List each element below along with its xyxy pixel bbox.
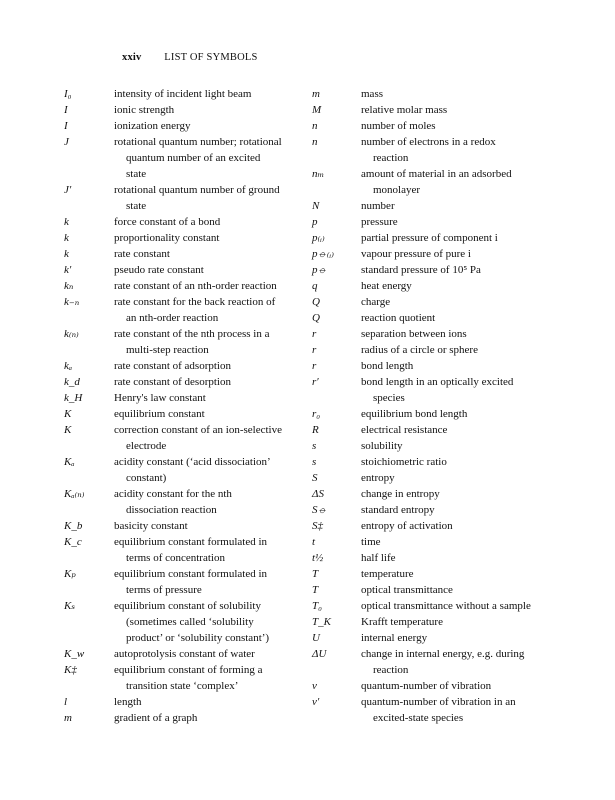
definition-line: charge	[361, 296, 391, 308]
symbol: s	[312, 456, 317, 468]
symbol-definition	[361, 550, 562, 566]
symbol-entry	[64, 230, 314, 246]
symbol: Q	[312, 296, 320, 308]
symbol-definition	[114, 278, 314, 294]
symbol: p	[312, 216, 318, 228]
symbol-entry	[312, 518, 562, 534]
symbol-definition	[114, 118, 314, 134]
definition-line: excited-state species	[373, 712, 464, 724]
symbol: Kₐ	[64, 456, 75, 468]
definition-line: state	[126, 168, 147, 180]
definition-line: radius of a circle or sphere	[361, 344, 478, 356]
definition-line: rate constant	[114, 248, 170, 260]
symbol-entry	[64, 214, 314, 230]
symbol-entry	[312, 486, 562, 502]
symbol-definition	[114, 294, 314, 326]
symbol: nₘ	[312, 168, 325, 180]
symbol: S⦵	[312, 504, 327, 516]
definition-line: reaction	[373, 152, 409, 164]
symbol-definition	[114, 230, 314, 246]
definition-line: rotational quantum number of ground	[114, 184, 280, 196]
symbol: k	[64, 248, 69, 260]
symbol: m	[312, 88, 320, 100]
symbol-definition	[361, 694, 562, 726]
symbol-definition	[361, 278, 562, 294]
definition-line: rate constant of an nth-order reaction	[114, 280, 277, 292]
definition-line: stoichiometric ratio	[361, 456, 447, 468]
symbol-entry	[64, 598, 314, 646]
symbol: m	[64, 712, 72, 724]
symbol: r	[312, 344, 317, 356]
symbol: k₍ₙ₎	[64, 328, 79, 340]
symbol: k_d	[64, 376, 80, 388]
symbol: n	[312, 136, 318, 148]
symbol-definition	[361, 326, 562, 342]
symbol: T	[312, 584, 319, 596]
symbol-definition	[114, 182, 314, 214]
definition-line: species	[373, 392, 405, 404]
definition-line: quantum number of an excited	[126, 152, 261, 164]
symbol-entry	[312, 502, 562, 518]
symbol: U	[312, 632, 320, 644]
symbol-definition	[114, 406, 314, 422]
symbol: p⦵	[312, 264, 327, 276]
symbol: k′	[64, 264, 72, 276]
symbol: K	[64, 424, 72, 436]
symbol-entry	[312, 678, 562, 694]
definition-line: rate constant for the back reaction of	[114, 296, 276, 308]
definition-line: optical transmittance without a sample	[361, 600, 531, 612]
symbol-entry	[312, 118, 562, 134]
definition-line: gradient of a graph	[114, 712, 198, 724]
symbol-entry	[312, 310, 562, 326]
symbol-definition	[361, 230, 562, 246]
definition-line: entropy of activation	[361, 520, 453, 532]
symbol-entry	[64, 662, 314, 694]
definition-line: dissociation reaction	[126, 504, 217, 516]
symbol-definition	[114, 374, 314, 390]
symbol-definition	[114, 358, 314, 374]
definition-line: number of electrons in a redox	[361, 136, 496, 148]
symbol-entry	[312, 598, 562, 614]
symbol-entry	[312, 294, 562, 310]
symbol: k	[64, 216, 69, 228]
symbol: Q	[312, 312, 320, 324]
definition-line: change in entropy	[361, 488, 440, 500]
symbol: kₙ	[64, 280, 74, 292]
definition-line: standard entropy	[361, 504, 435, 516]
symbol: N	[312, 200, 320, 212]
symbol-entry	[64, 102, 314, 118]
symbol: t½	[312, 552, 324, 564]
symbol-definition	[361, 598, 562, 614]
symbol-definition	[361, 406, 562, 422]
symbol-definition	[114, 262, 314, 278]
symbol: K_b	[64, 520, 83, 532]
symbol-entry	[312, 438, 562, 454]
symbol-entry	[312, 470, 562, 486]
symbol: kₐ	[64, 360, 73, 372]
definition-line: reaction	[373, 664, 409, 676]
symbol-entry	[64, 262, 314, 278]
symbol-entry	[312, 406, 562, 422]
symbol-definition	[114, 390, 314, 406]
symbol-entry	[312, 358, 562, 374]
page-title: LIST OF SYMBOLS	[164, 52, 258, 63]
symbol-entry	[64, 454, 314, 486]
symbol-entry	[312, 166, 562, 198]
symbol-definition	[361, 614, 562, 630]
symbol: I₀	[64, 88, 72, 100]
symbol: t	[312, 536, 316, 548]
definition-line: relative molar mass	[361, 104, 448, 116]
symbol-definition	[361, 86, 562, 102]
symbol: r₀	[312, 408, 321, 420]
symbol: S‡	[312, 520, 323, 532]
definition-line: Henry's law constant	[114, 392, 206, 404]
definition-line: multi-step reaction	[126, 344, 209, 356]
definition-line: equilibrium bond length	[361, 408, 468, 420]
symbol-entry	[312, 342, 562, 358]
definition-line: entropy	[361, 472, 395, 484]
definition-line: force constant of a bond	[114, 216, 221, 228]
definition-line: proportionality constant	[114, 232, 220, 244]
symbol-definition	[361, 102, 562, 118]
definition-line: time	[361, 536, 381, 548]
symbol: ΔU	[312, 648, 327, 660]
symbol-definition	[361, 678, 562, 694]
symbol-entry	[312, 566, 562, 582]
symbol: k_H	[64, 392, 83, 404]
definition-line: intensity of incident light beam	[114, 88, 252, 100]
symbol-entry	[312, 550, 562, 566]
definition-line: equilibrium constant	[114, 408, 205, 420]
symbol: Kₐ₍ₙ₎	[64, 488, 85, 500]
symbol-definition	[114, 102, 314, 118]
symbol-entry	[312, 262, 562, 278]
symbol-entry	[312, 630, 562, 646]
definition-line: number of moles	[361, 120, 436, 132]
symbol-definition	[114, 662, 314, 694]
symbol: Kₚ	[64, 568, 76, 580]
symbol-definition	[361, 422, 562, 438]
definition-line: equilibrium constant formulated in	[114, 536, 268, 548]
symbol-entry	[64, 422, 314, 454]
definition-line: ionization energy	[114, 120, 191, 132]
symbol-entry	[312, 102, 562, 118]
symbol-entry	[64, 710, 314, 726]
symbol: I	[64, 120, 68, 132]
definition-line: ionic strength	[114, 104, 175, 116]
symbol-definition	[114, 214, 314, 230]
symbol-definition	[114, 598, 314, 646]
definition-line: rotational quantum number; rotational	[114, 136, 282, 148]
definition-line: basicity constant	[114, 520, 188, 532]
definition-line: separation between ions	[361, 328, 467, 340]
symbol-definition	[361, 246, 562, 262]
definition-line: state	[126, 200, 147, 212]
symbol-definition	[361, 582, 562, 598]
definition-line: terms of pressure	[126, 584, 202, 596]
symbol-definition	[114, 534, 314, 566]
definition-line: acidity constant (‘acid dissociation’	[114, 456, 271, 468]
definition-line: equilibrium constant of forming a	[114, 664, 263, 676]
symbol-definition	[361, 646, 562, 678]
symbol-definition	[114, 134, 314, 182]
symbols-column-right	[312, 86, 562, 726]
symbol-definition	[361, 134, 562, 166]
symbol-definition	[114, 454, 314, 486]
symbol-entry	[312, 246, 562, 262]
definition-line: standard pressure of 10⁵ Pa	[361, 264, 481, 276]
symbol-definition	[114, 422, 314, 454]
symbol-entry	[312, 534, 562, 550]
definition-line: half life	[361, 552, 396, 564]
symbol-entry	[312, 134, 562, 166]
definition-line: rate constant of adsorption	[114, 360, 231, 372]
symbol: K‡	[64, 664, 77, 676]
symbol-entry	[312, 454, 562, 470]
symbol-entry	[64, 406, 314, 422]
symbol-entry	[64, 518, 314, 534]
symbol-definition	[361, 454, 562, 470]
symbol-entry	[312, 278, 562, 294]
symbol-entry	[64, 86, 314, 102]
definition-line: product’ or ‘solubility constant’)	[126, 632, 270, 644]
definition-line: temperature	[361, 568, 414, 580]
symbol-definition	[361, 198, 562, 214]
symbol: M	[312, 104, 322, 116]
symbol: r′	[312, 376, 319, 388]
symbol-definition	[361, 294, 562, 310]
definition-line: constant)	[126, 472, 167, 484]
symbol: v′	[312, 696, 320, 708]
symbol: K_c	[64, 536, 82, 548]
symbol-entry	[312, 326, 562, 342]
symbol-entry	[312, 374, 562, 406]
symbol-entry	[64, 326, 314, 358]
symbol-definition	[114, 566, 314, 598]
symbol-entry	[64, 246, 314, 262]
symbol: p₍ᵢ₎	[312, 232, 325, 244]
definition-line: length	[114, 696, 142, 708]
symbol-definition	[361, 358, 562, 374]
symbol-entry	[312, 614, 562, 630]
definition-line: correction constant of an ion-selective	[114, 424, 282, 436]
page-header	[122, 52, 258, 63]
definition-line: an nth-order reaction	[126, 312, 219, 324]
symbol-entry	[312, 230, 562, 246]
symbol: T	[312, 568, 319, 580]
symbol-entry	[64, 278, 314, 294]
definition-line: heat energy	[361, 280, 412, 292]
definition-line: partial pressure of component i	[361, 232, 498, 244]
symbol-definition	[361, 214, 562, 230]
symbol-entry	[312, 422, 562, 438]
symbol: s	[312, 440, 317, 452]
symbol-definition	[114, 246, 314, 262]
symbol-entry	[64, 358, 314, 374]
symbol-definition	[114, 646, 314, 662]
definition-line: autoprotolysis constant of water	[114, 648, 255, 660]
symbol: T₀	[312, 600, 322, 612]
definition-line: electrode	[126, 440, 167, 452]
symbol-entry	[64, 534, 314, 566]
symbol: r	[312, 328, 317, 340]
symbol: R	[312, 424, 319, 436]
definition-line: acidity constant for the nth	[114, 488, 232, 500]
symbol-definition	[361, 502, 562, 518]
symbol: K	[64, 408, 72, 420]
symbol: k	[64, 232, 69, 244]
definition-line: equilibrium constant of solubility	[114, 600, 261, 612]
symbol-definition	[361, 342, 562, 358]
definition-line: optical transmittance	[361, 584, 453, 596]
symbol-entry	[312, 198, 562, 214]
symbol: ΔS	[312, 488, 324, 500]
symbol-definition	[361, 262, 562, 278]
symbol-definition	[361, 310, 562, 326]
symbol-definition	[361, 518, 562, 534]
symbol-entry	[64, 566, 314, 598]
symbol: J	[64, 136, 69, 148]
symbol-entry	[64, 294, 314, 326]
symbol: K_w	[64, 648, 85, 660]
symbol-definition	[361, 374, 562, 406]
page-number: xxiv	[122, 52, 142, 63]
definition-line: pressure	[361, 216, 398, 228]
definition-line: mass	[361, 88, 383, 100]
symbol: J′	[64, 184, 72, 196]
symbol-entry	[64, 390, 314, 406]
definition-line: electrical resistance	[361, 424, 448, 436]
symbol-definition	[361, 534, 562, 550]
symbol-entry	[312, 86, 562, 102]
symbol: v	[312, 680, 317, 692]
definition-line: equilibrium constant formulated in	[114, 568, 268, 580]
definition-line: pseudo rate constant	[114, 264, 204, 276]
definition-line: reaction quotient	[361, 312, 436, 324]
symbol-entry	[64, 118, 314, 134]
symbol-entry	[312, 582, 562, 598]
symbol-entry	[64, 646, 314, 662]
symbol: l	[64, 696, 68, 708]
symbol-entry	[64, 182, 314, 214]
symbol: S	[312, 472, 318, 484]
definition-line: rate constant of the nth process in a	[114, 328, 270, 340]
symbol: q	[312, 280, 318, 292]
symbol-definition	[361, 438, 562, 454]
symbol-definition	[361, 118, 562, 134]
symbol-entry	[64, 374, 314, 390]
definition-line: vapour pressure of pure i	[361, 248, 471, 260]
definition-line: amount of material in an adsorbed	[361, 168, 512, 180]
symbol-definition	[361, 630, 562, 646]
symbol-entry	[312, 214, 562, 230]
definition-line: terms of concentration	[126, 552, 225, 564]
symbol-definition	[114, 86, 314, 102]
symbol-entry	[64, 694, 314, 710]
symbol: k₋ₙ	[64, 296, 80, 308]
definition-line: internal energy	[361, 632, 428, 644]
symbol-definition	[361, 470, 562, 486]
symbol-definition	[114, 326, 314, 358]
definition-line: quantum-number of vibration in an	[361, 696, 516, 708]
definition-line: Krafft temperature	[361, 616, 443, 628]
symbol-entry	[312, 646, 562, 678]
symbol-entry	[312, 694, 562, 726]
symbol-definition	[114, 694, 314, 710]
definition-line: number	[361, 200, 395, 212]
symbol-entry	[64, 134, 314, 182]
definition-line: transition state ‘complex’	[126, 680, 239, 692]
definition-line: solubility	[361, 440, 403, 452]
symbol: I	[64, 104, 68, 116]
symbols-column-left	[64, 86, 314, 726]
symbol-definition	[361, 486, 562, 502]
symbol-definition	[361, 566, 562, 582]
symbol: n	[312, 120, 318, 132]
symbol: p⦵₍ᵢ₎	[312, 248, 334, 260]
definition-line: monolayer	[373, 184, 421, 196]
symbol-definition	[114, 518, 314, 534]
symbol-definition	[114, 486, 314, 518]
symbol: Kₛ	[64, 600, 76, 612]
symbol: r	[312, 360, 317, 372]
symbol: T_K	[312, 616, 331, 628]
definition-line: change in internal energy, e.g. during	[361, 648, 525, 660]
definition-line: rate constant of desorption	[114, 376, 231, 388]
definition-line: bond length in an optically excited	[361, 376, 514, 388]
symbol-definition	[361, 166, 562, 198]
symbol-entry	[64, 486, 314, 518]
definition-line: quantum-number of vibration	[361, 680, 492, 692]
definition-line: bond length	[361, 360, 414, 372]
symbol-definition	[114, 710, 314, 726]
definition-line: (sometimes called ‘solubility	[126, 616, 254, 628]
